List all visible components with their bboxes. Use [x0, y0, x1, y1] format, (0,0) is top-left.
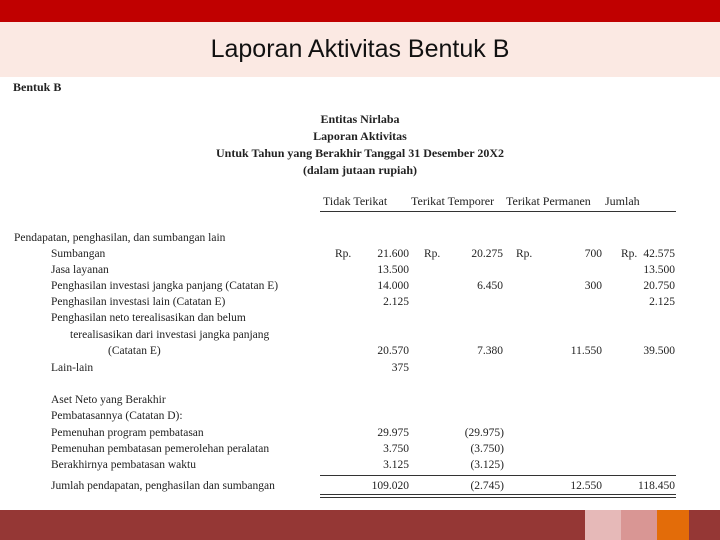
- row-label: Penghasilan investasi lain (Catatan E): [51, 296, 226, 308]
- row-label: Pemenuhan pembatasan pemerolehan peralatan: [51, 443, 270, 455]
- row-label: Pemenuhan program pembatasan: [51, 427, 204, 439]
- section-label: Pendapatan, penghasilan, dan sumbangan lain: [14, 232, 226, 244]
- currency-label: Rp.: [621, 248, 638, 260]
- cell-jumlah: 2.125: [649, 296, 675, 308]
- cell-tidak-terikat: 13.500: [377, 264, 409, 276]
- cell-terikat-temporer: 6.450: [477, 280, 503, 292]
- footer-block: [585, 510, 621, 540]
- total-rule-bottom-1: [320, 494, 676, 495]
- cell-jumlah: 20.750: [643, 280, 675, 292]
- row-label: Jasa layanan: [51, 264, 109, 276]
- cell-tidak-terikat: 20.570: [377, 345, 409, 357]
- table-row: [0, 427, 720, 439]
- cell-terikat-temporer: (3.125): [470, 459, 504, 471]
- footer-block: [657, 510, 689, 540]
- cell-terikat-temporer: (2.745): [470, 480, 504, 492]
- column-header-terikat-temporer: Terikat Temporer: [411, 194, 495, 208]
- cell-tidak-terikat: 29.975: [377, 427, 409, 439]
- row-label: Sumbangan: [51, 248, 106, 260]
- table-row: [0, 248, 720, 260]
- cell-tidak-terikat: 375: [391, 362, 409, 374]
- column-header-tidak-terikat: Tidak Terikat: [323, 194, 388, 208]
- column-header-jumlah: Jumlah: [605, 194, 640, 208]
- table-row: [0, 443, 720, 455]
- cell-tidak-terikat: 3.750: [383, 443, 409, 455]
- cell-jumlah: 39.500: [643, 345, 675, 357]
- section-label: Pembatasannya (Catatan D):: [51, 410, 183, 422]
- total-row: [0, 480, 720, 492]
- entity-name: Entitas Nirlaba: [320, 112, 400, 126]
- footer-bar: [0, 510, 720, 540]
- report-period: Untuk Tahun yang Berakhir Tanggal 31 Desember 20X2: [216, 146, 504, 160]
- cell-terikat-permanen: 300: [584, 280, 602, 292]
- table-row: [0, 329, 720, 341]
- cell-terikat-temporer: (29.975): [464, 427, 504, 439]
- table-row: [0, 312, 720, 324]
- cell-terikat-permanen: 11.550: [570, 345, 602, 357]
- currency-label: Rp.: [335, 248, 352, 260]
- row-label: Berakhirnya pembatasan waktu: [51, 459, 196, 471]
- header-rule: [320, 211, 676, 212]
- cell-jumlah: 13.500: [643, 264, 675, 276]
- slide-title: Laporan Aktivitas Bentuk B: [210, 35, 510, 63]
- title-band: [0, 22, 720, 77]
- row-label: (Catatan E): [108, 345, 161, 357]
- table-row: [0, 264, 720, 276]
- cell-terikat-permanen: 12.550: [570, 480, 602, 492]
- footer-block: [689, 510, 720, 540]
- cell-tidak-terikat: 2.125: [383, 296, 409, 308]
- cell-tidak-terikat: 14.000: [377, 280, 409, 292]
- currency-label: Rp.: [516, 248, 533, 260]
- row-label: Lain-lain: [51, 362, 94, 374]
- cell-tidak-terikat: 109.020: [371, 480, 409, 492]
- row-label: terealisasikan dari investasi jangka panjang: [70, 329, 270, 341]
- total-rule-bottom-2: [320, 497, 676, 498]
- table-row: [0, 296, 720, 308]
- cell-terikat-permanen: 700: [584, 248, 602, 260]
- cell-terikat-temporer: 20.275: [471, 248, 503, 260]
- report-units: (dalam jutaan rupiah): [302, 163, 418, 177]
- row-label: Penghasilan neto terealisasikan dan belum: [51, 312, 246, 324]
- section-heading-released: [0, 410, 720, 422]
- section-label: Aset Neto yang Berakhir: [51, 394, 166, 406]
- table-row: [0, 459, 720, 471]
- cell-jumlah: 118.450: [638, 480, 675, 492]
- table-row: [0, 345, 720, 357]
- top-accent-bar: [0, 0, 720, 22]
- row-label: Penghasilan investasi jangka panjang (Catatan E): [51, 280, 279, 292]
- cell-terikat-temporer: 7.380: [477, 345, 503, 357]
- total-rule-top: [320, 475, 676, 476]
- cell-terikat-temporer: (3.750): [470, 443, 504, 455]
- currency-label: Rp.: [424, 248, 441, 260]
- cell-tidak-terikat: 21.600: [377, 248, 409, 260]
- table-row: [0, 362, 720, 374]
- column-header-terikat-permanen: Terikat Permanen: [506, 194, 591, 208]
- cell-jumlah: 42.575: [643, 248, 675, 260]
- cell-tidak-terikat: 3.125: [383, 459, 409, 471]
- section-heading-revenue: [0, 232, 720, 244]
- document-label: Bentuk B: [13, 80, 62, 94]
- total-label: Jumlah pendapatan, penghasilan dan sumbangan: [51, 480, 275, 492]
- footer-block: [621, 510, 657, 540]
- section-heading-released: [0, 394, 720, 406]
- report-name: Laporan Aktivitas: [313, 129, 407, 143]
- table-row: [0, 280, 720, 292]
